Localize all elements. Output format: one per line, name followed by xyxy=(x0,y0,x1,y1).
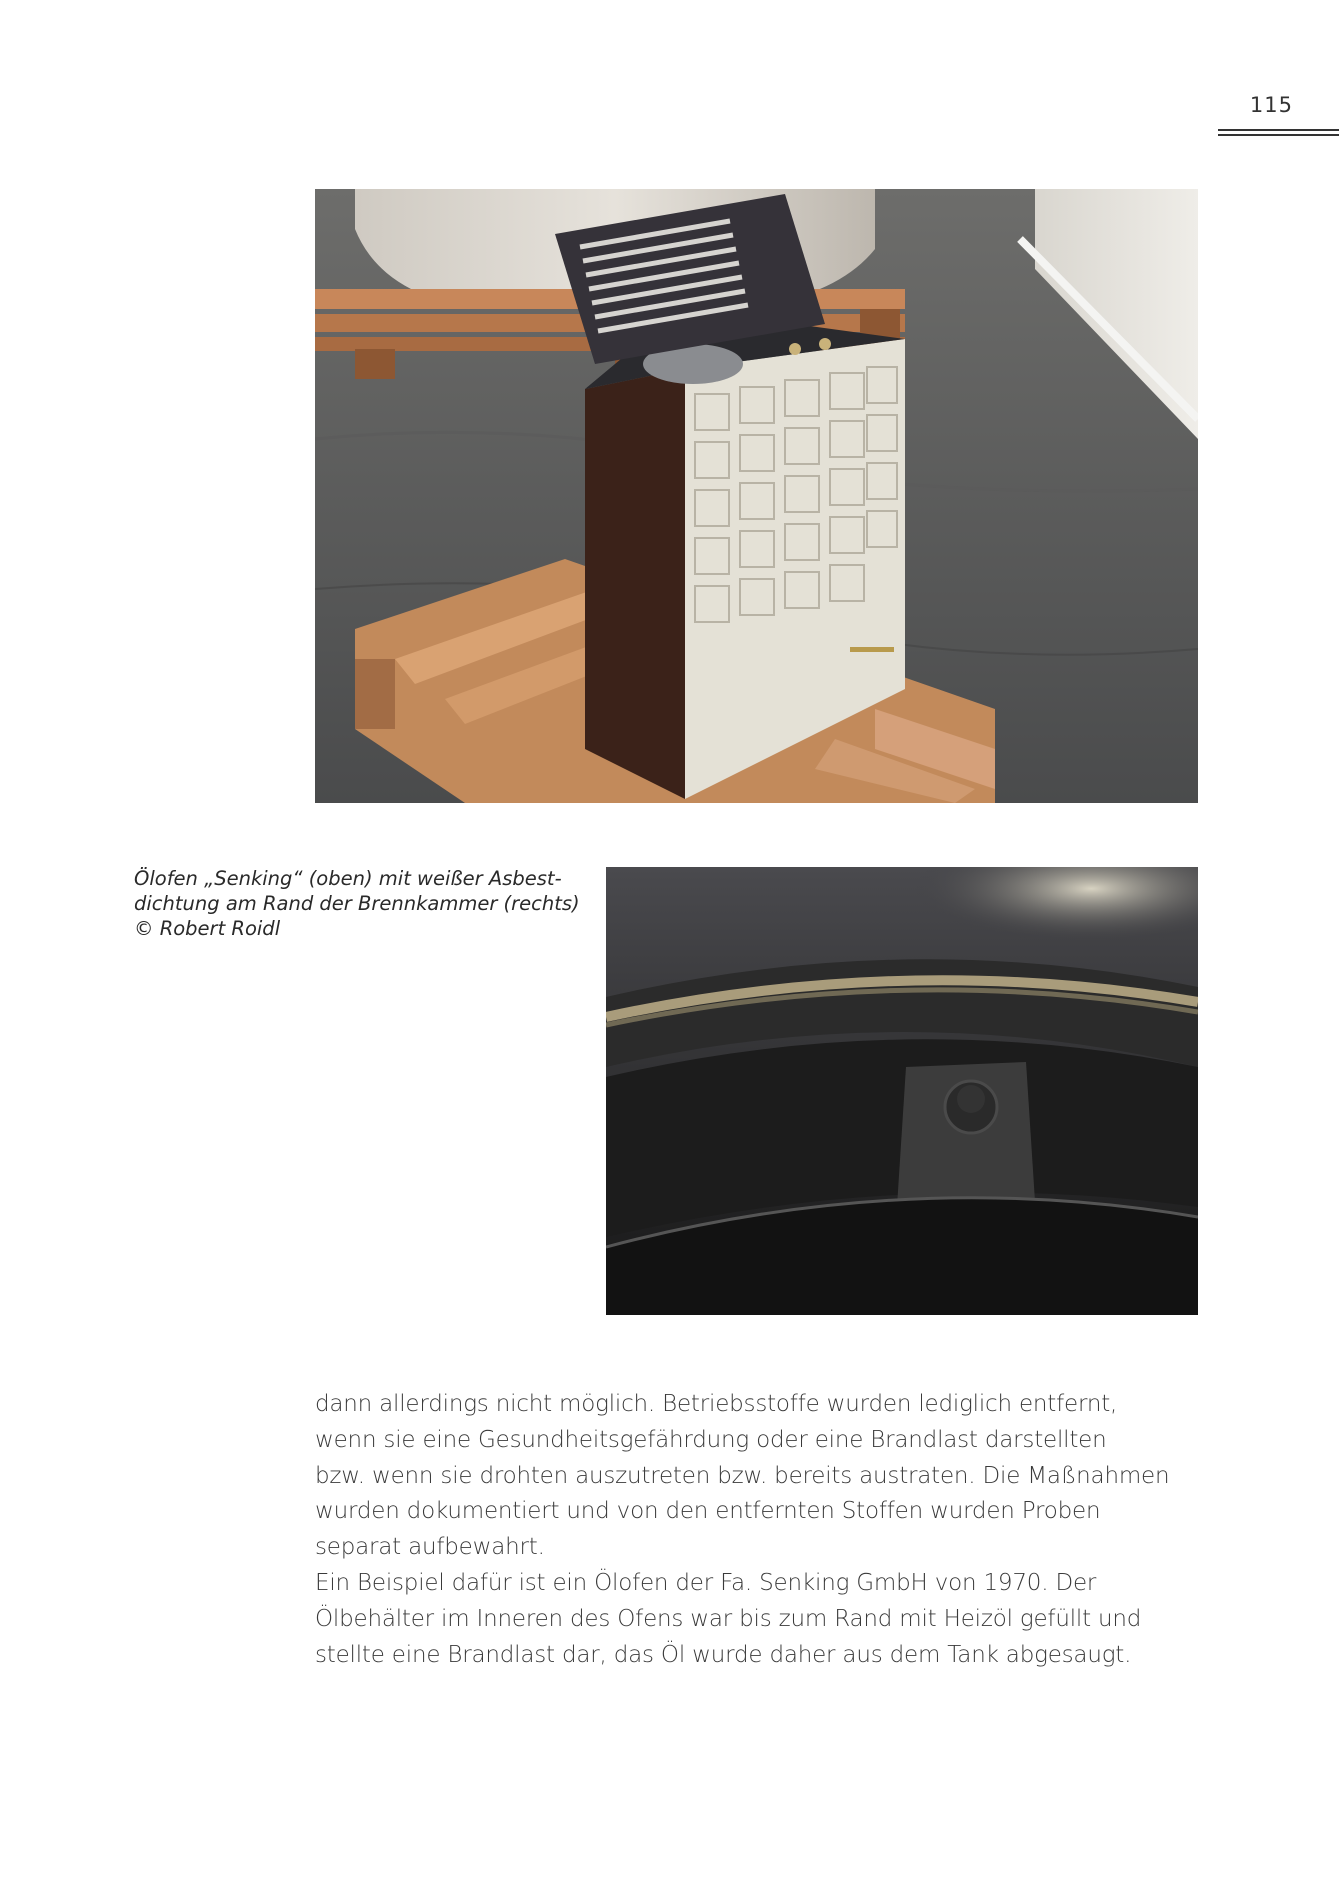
body-line: Ein Beispiel dafür ist ein Ölofen der Fa. Senking GmbH von 1970. Der xyxy=(315,1569,1097,1596)
header-rule-top xyxy=(1218,129,1339,131)
figure-caption xyxy=(134,866,594,941)
body-line: separat aufbewahrt. xyxy=(315,1534,545,1561)
body-line: wenn sie eine Gesundheitsgefährdung oder eine Brandlast darstellten xyxy=(315,1426,1107,1453)
body-line: wurden dokumentiert und von den entfernten Stoffen wurden Proben xyxy=(315,1498,1101,1525)
body-line: bzw. wenn sie drohten auszutreten bzw. bereits austraten. Die Maßnahmen xyxy=(315,1462,1170,1489)
caption-line: © Robert Roidl xyxy=(134,917,281,940)
body-paragraph xyxy=(315,1387,1215,1673)
caption-line: Ölofen „Senking“ (oben) mit weißer Asbest- xyxy=(134,867,562,890)
header-rule-bottom xyxy=(1218,134,1339,136)
caption-line: dichtung am Rand der Brennkammer (rechts) xyxy=(134,892,580,915)
burner-chamber-photo xyxy=(606,867,1198,1315)
body-line: stellte eine Brandlast dar, das Öl wurde daher aus dem Tank abgesaugt. xyxy=(315,1641,1132,1668)
oil-heater-photo xyxy=(315,189,1198,803)
body-line: dann allerdings nicht möglich. Betriebsstoffe wurden lediglich entfernt, xyxy=(315,1391,1118,1417)
page-number: 115 xyxy=(1249,93,1293,117)
body-line: Ölbehälter im Inneren des Ofens war bis zum Rand mit Heizöl gefüllt und xyxy=(315,1605,1142,1632)
